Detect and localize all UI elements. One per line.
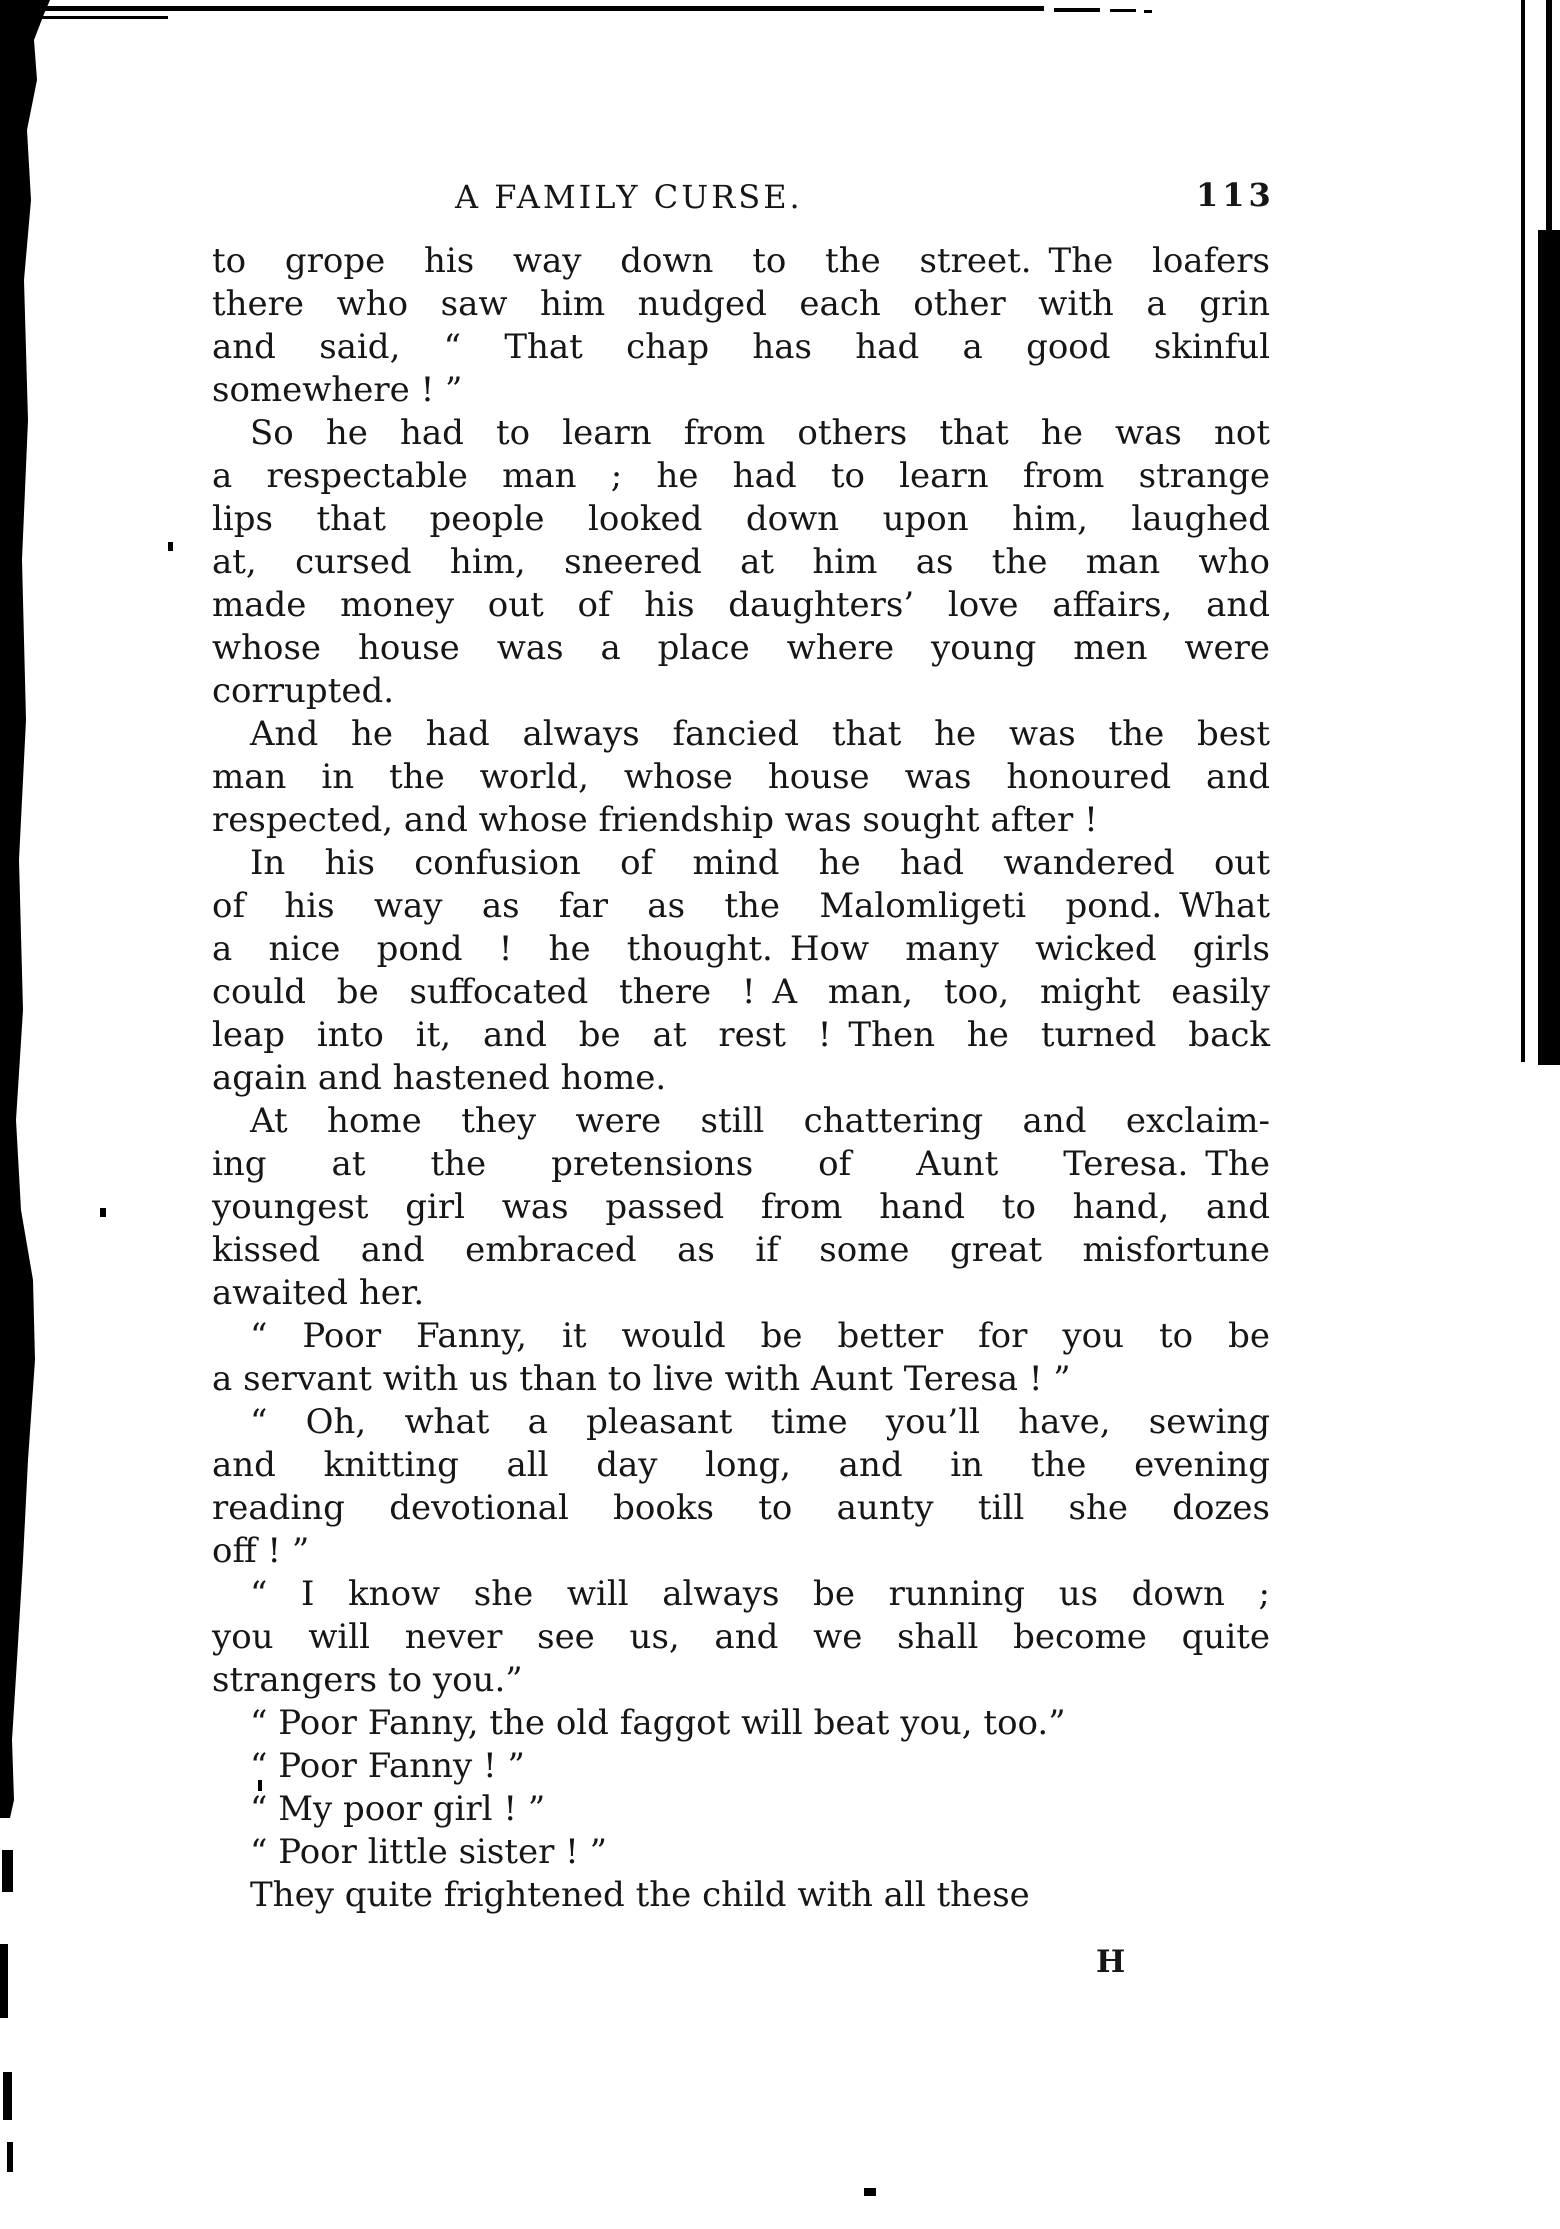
text-line: respected, and whose friendship was sought after ! xyxy=(212,800,1098,840)
text-line: youngest girl was passed from hand to hand, and xyxy=(212,1187,1270,1227)
text-line: “ Poor Fanny, it would be better for you to be xyxy=(250,1316,1270,1356)
text-line: “ Poor little sister ! ” xyxy=(250,1832,608,1872)
text-line: man in the world, whose house was honoured and xyxy=(212,757,1270,797)
text-line: to grope his way down to the street. The loafers xyxy=(212,241,1270,281)
scan-artifact-right-bar xyxy=(1538,230,1560,1065)
text-line: “ Poor Fanny, the old faggot will beat you, too.” xyxy=(250,1703,1066,1743)
text-line: So he had to learn from others that he was not xyxy=(250,413,1270,453)
page-body xyxy=(212,240,1270,1917)
text-line: corrupted. xyxy=(212,671,395,711)
text-line: and knitting all day long, and in the evening xyxy=(212,1445,1270,1485)
text-line: a servant with us than to live with Aunt Teresa ! ” xyxy=(212,1359,1071,1399)
text-line: At home they were still chattering and exclaim- xyxy=(250,1101,1270,1141)
scan-artifact-top-rule-dot xyxy=(1144,10,1152,13)
text-line: awaited her. xyxy=(212,1273,425,1313)
text-line: kissed and embraced as if some great misfortune xyxy=(212,1230,1270,1270)
scan-artifact-top-rule-second xyxy=(36,16,168,19)
text-line: of his way as far as the Malomligeti pond. What xyxy=(212,886,1270,926)
text-line: “ Oh, what a pleasant time you’ll have, sewing xyxy=(250,1402,1270,1442)
text-line: there who saw him nudged each other with a grin xyxy=(212,284,1270,324)
text-line: “ I know she will always be running us down ; xyxy=(250,1574,1270,1614)
scan-artifact-speck xyxy=(864,2188,876,2196)
text-line: lips that people looked down upon him, laughed xyxy=(212,499,1270,539)
text-line: off ! ” xyxy=(212,1531,310,1571)
text-line: and said, “ That chap has had a good skinful xyxy=(212,327,1270,367)
text-line: “ My poor girl ! ” xyxy=(250,1789,546,1829)
scan-artifact-right-line xyxy=(1521,0,1525,1062)
scan-artifact-speck xyxy=(168,542,173,551)
text-line: strangers to you.” xyxy=(212,1660,523,1700)
text-line: at, cursed him, sneered at him as the man who xyxy=(212,542,1270,582)
text-line: They quite frightened the child with all these xyxy=(250,1875,1030,1915)
text-line: somewhere ! ” xyxy=(212,370,463,410)
text-line: a respectable man ; he had to learn from strange xyxy=(212,456,1270,496)
text-line: whose house was a place where young men were xyxy=(212,628,1270,668)
text-line: “ Poor Fanny ! ” xyxy=(250,1746,525,1786)
scan-artifact-top-rule-dash xyxy=(1110,9,1136,12)
page-number: 113 xyxy=(1196,176,1275,214)
scan-artifact-top-rule-dash xyxy=(1054,8,1100,12)
text-line: reading devotional books to aunty till she dozes xyxy=(212,1488,1270,1528)
scan-artifact-left-gutter xyxy=(0,0,60,2229)
text-line: again and hastened home. xyxy=(212,1058,667,1098)
text-line: a nice pond ! he thought. How many wicked girls xyxy=(212,929,1270,969)
text-line: you will never see us, and we shall become quite xyxy=(212,1617,1270,1657)
printer-signature-mark: H xyxy=(1096,1944,1126,1980)
text-line: could be suffocated there ! A man, too, might easily xyxy=(212,972,1270,1012)
text-line: made money out of his daughters’ love affairs, and xyxy=(212,585,1270,625)
scan-artifact-top-rule xyxy=(36,6,1044,11)
scan-artifact-right-line xyxy=(1546,0,1552,232)
text-line: leap into it, and be at rest ! Then he turned back xyxy=(212,1015,1270,1055)
scan-artifact-speck xyxy=(100,1208,106,1217)
text-line: In his confusion of mind he had wandered out xyxy=(250,843,1270,883)
text-line: ing at the pretensions of Aunt Teresa. The xyxy=(212,1144,1270,1184)
running-header-title: A FAMILY CURSE. xyxy=(455,178,803,216)
text-line: And he had always fancied that he was the best xyxy=(250,714,1270,754)
